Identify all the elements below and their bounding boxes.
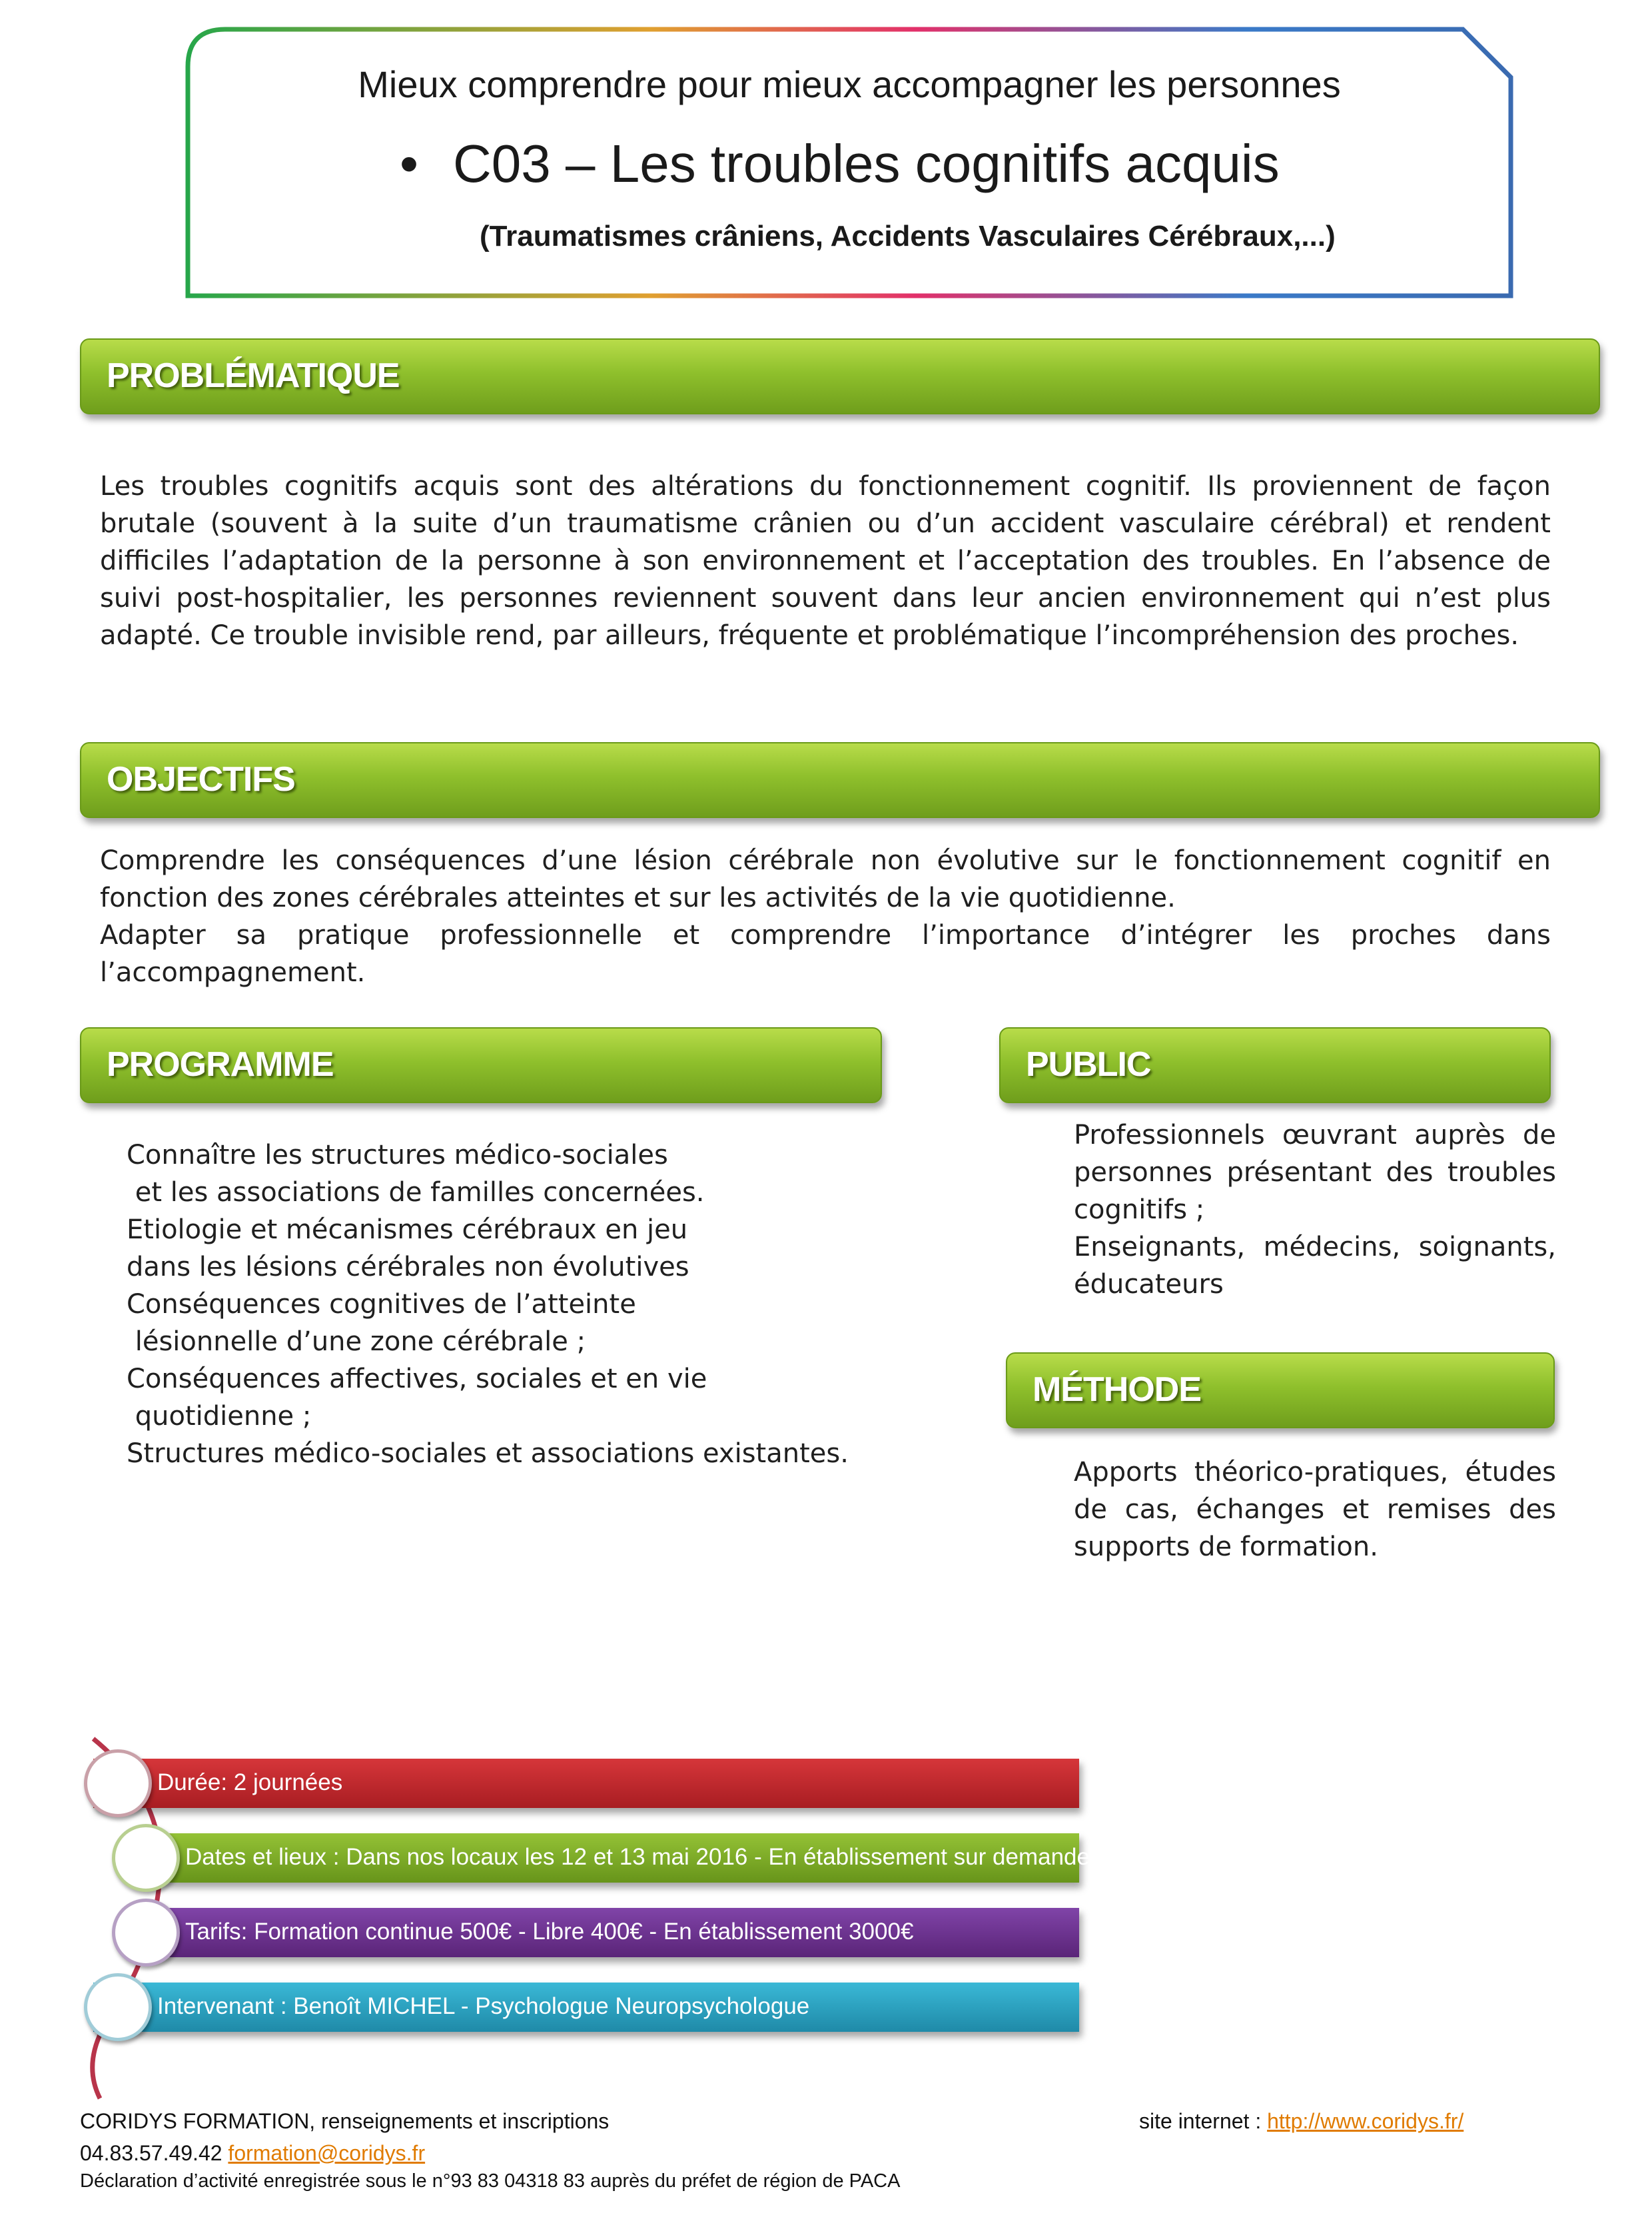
objectifs-p2: Adapter sa pratique professionnelle et comprendre l’importance d’intégrer les proches dans l’accompagnement. (100, 920, 1551, 988)
header-title (400, 133, 1399, 195)
programme-bar (80, 1027, 882, 1103)
programme-line: Structures médico-sociales et associations existantes. (127, 1438, 849, 1469)
footer-site (1139, 2109, 1463, 2134)
programme-line: Connaître les structures médico-sociales (127, 1140, 668, 1170)
info-duree-label: Durée: 2 journées (157, 1769, 343, 1795)
methode-bar (1006, 1352, 1555, 1428)
footer-contact (80, 2141, 425, 2166)
public-text (1074, 1116, 1556, 1303)
info-intervenant (93, 1983, 1079, 2032)
public-bar (999, 1027, 1551, 1103)
info-tarifs-circle (112, 1899, 180, 1967)
footer-email-link[interactable]: formation@coridys.fr (228, 2141, 426, 2165)
objectifs-bar (80, 742, 1600, 818)
programme-line: quotidienne ; (127, 1401, 312, 1432)
info-dates (147, 1833, 1090, 1883)
programme-line: Conséquences cognitives de l’atteinte (127, 1289, 636, 1320)
public-heading: PUBLIC (1026, 1045, 1151, 1084)
methode-text: Apports théorico-pratiques, études de cas, échanges et remises des supports de formation. (1074, 1457, 1556, 1562)
header-subtitle: (Traumatismes crâniens, Accidents Vasculaires Cérébraux,...) (480, 220, 1336, 252)
programme-line: dans les lésions cérébrales non évolutives (127, 1252, 689, 1282)
header-pretitle: Mieux comprendre pour mieux accompagner les personnes (358, 63, 1341, 105)
info-duree-circle (84, 1749, 152, 1817)
methode-heading: MÉTHODE (1032, 1370, 1201, 1409)
info-tarifs-label: Tarifs: Formation continue 500€ - Libre 400€ - En établissement 3000€ (185, 1919, 914, 1945)
programme-line: Etiologie et mécanismes cérébraux en jeu (127, 1214, 688, 1245)
title-bullet: • (400, 134, 419, 193)
programme-line: lésionnelle d’une zone cérébrale ; (127, 1326, 586, 1357)
footer-site-link[interactable]: http://www.coridys.fr/ (1267, 2109, 1464, 2133)
objectifs-p1: Comprendre les conséquences d’une lésion cérébrale non évolutive sur le fonctionnement cognitif en fonction des zones cérébrales atteintes et sur les activités de la vie quotidienne. (100, 845, 1551, 913)
programme-line: Conséquences affectives, sociales et en vie (127, 1364, 707, 1394)
info-intervenant-label: Intervenant : Benoît MICHEL - Psychologue Neuropsychologue (157, 1993, 810, 2019)
problematique-bar (80, 338, 1600, 414)
problematique-heading: PROBLÉMATIQUE (107, 356, 400, 395)
footer-org: CORIDYS FORMATION, renseignements et inscriptions (80, 2109, 610, 2133)
title-text: C03 – Les troubles cognitifs acquis (453, 134, 1280, 193)
objectifs-text (100, 842, 1551, 991)
footer-site-label: site internet : (1139, 2109, 1268, 2133)
info-dates-circle (112, 1824, 180, 1892)
info-tarifs (147, 1908, 1079, 1957)
info-dates-label: Dates et lieux : Dans nos locaux les 12 et 13 mai 2016 - En établissement sur demande (185, 1844, 1090, 1870)
info-duree (93, 1759, 1079, 1808)
programme-line: et les associations de familles concernées. (127, 1177, 705, 1208)
footer-declaration: Déclaration d’activité enregistrée sous le n°93 83 04318 83 auprès du préfet de région de PACA (80, 2170, 901, 2192)
problematique-text: Les troubles cognitifs acquis sont des altérations du fonctionnement cognitif. Ils proviennent de façon brutale (souvent à la suite d’un traumatisme crânien ou d’un accident vasculaire cérébral) et rendent difficiles l’adaptation de la personne à son environnement et l’acceptation des troubles. En l’absence de suivi post-hospitalier, les personnes reviennent souvent dans leur ancien environnement qui n’est plus adapté. Ce trouble invisible rend, par ailleurs, fréquente et problématique l’incompréhension des proches. (100, 471, 1551, 651)
programme-list (127, 1136, 966, 1472)
programme-heading: PROGRAMME (107, 1045, 334, 1084)
footer-phone: 04.83.57.49.42 (80, 2141, 222, 2165)
objectifs-heading: OBJECTIFS (107, 760, 295, 799)
public-p1: Professionnels œuvrant auprès de personnes présentant des troubles cognitifs ; (1074, 1120, 1556, 1225)
public-p2: Enseignants, médecins, soignants, éducateurs (1074, 1232, 1556, 1300)
info-intervenant-circle (84, 1973, 152, 2041)
